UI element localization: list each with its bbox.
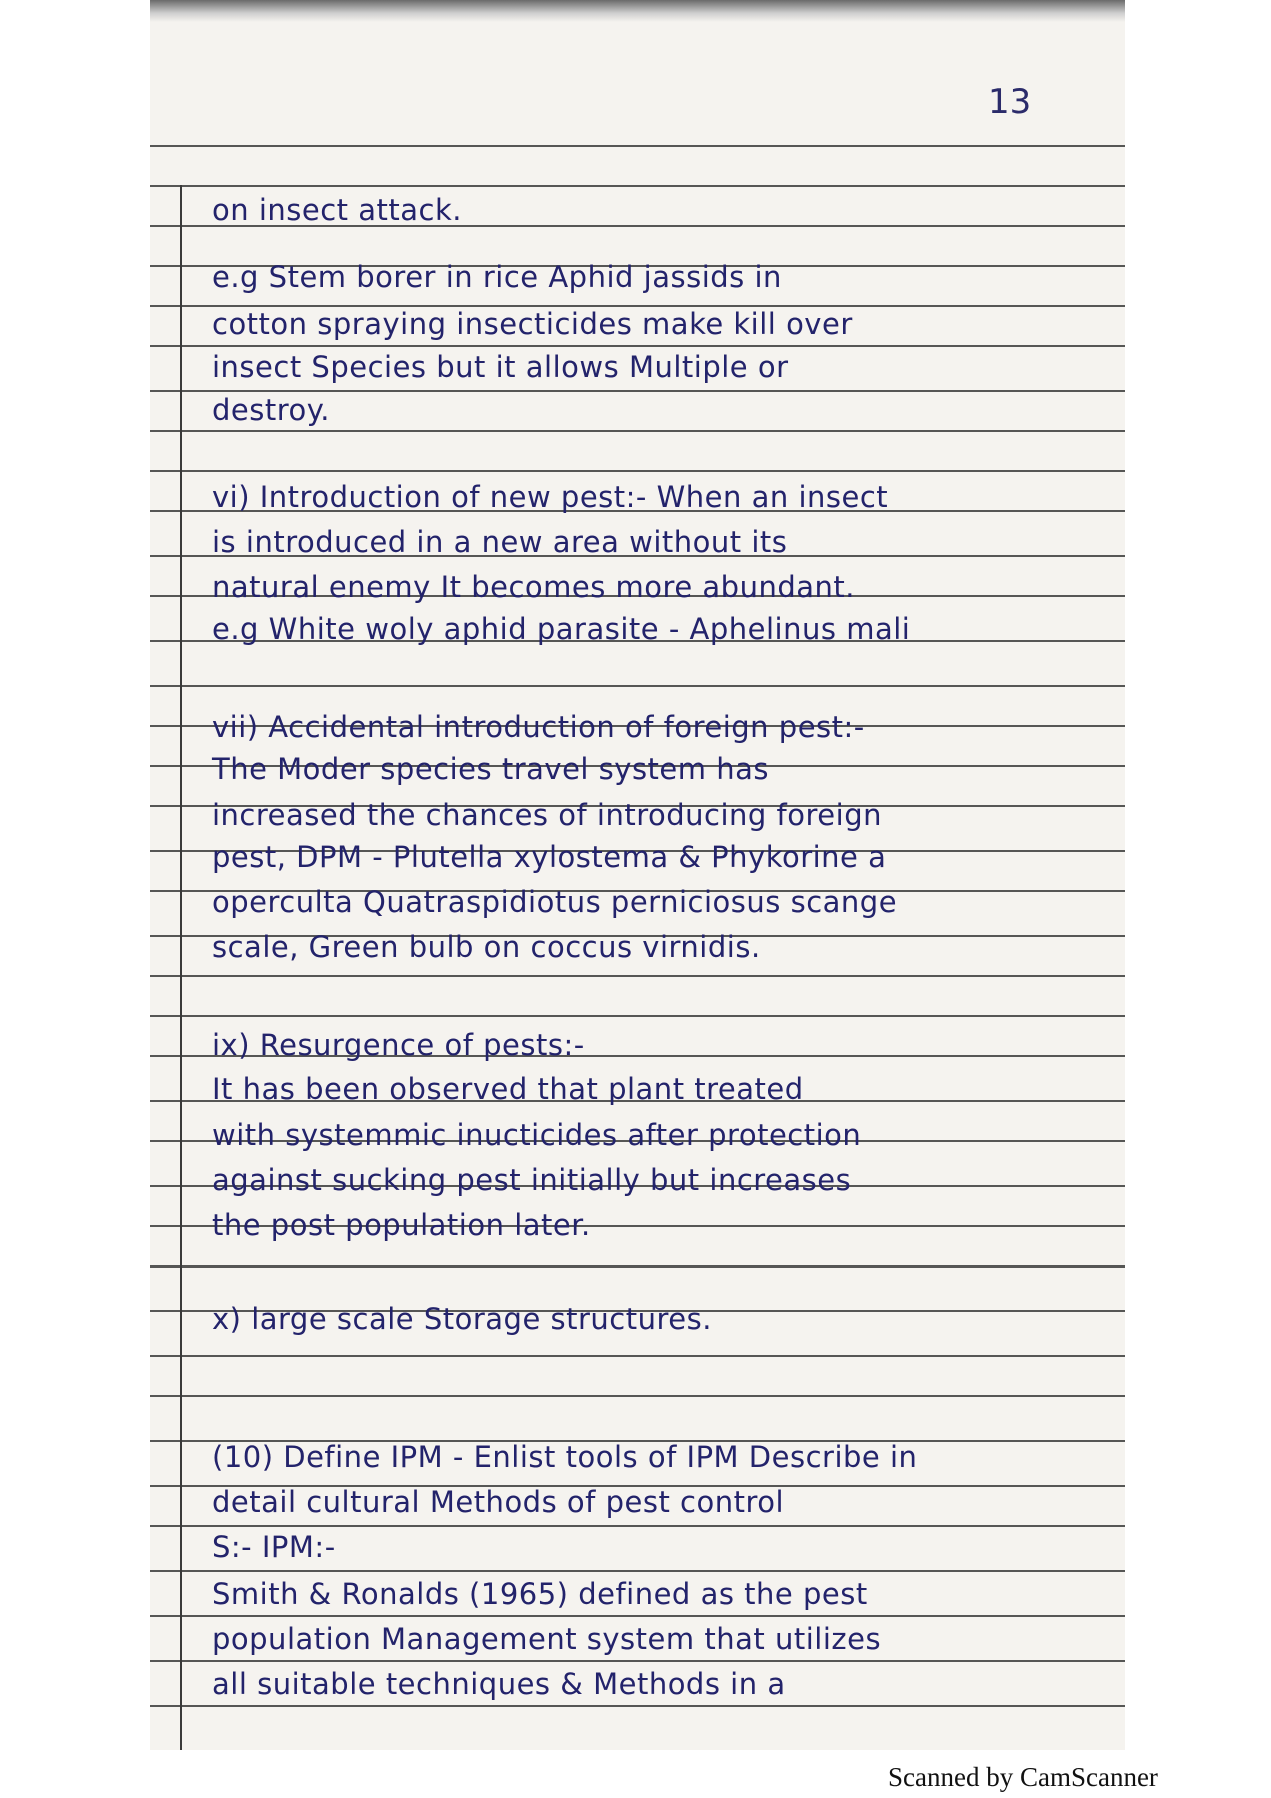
text-line: is introduced in a new area without its <box>212 525 788 559</box>
text-line: ix) Resurgence of pests:- <box>212 1028 585 1062</box>
text-line: on insect attack. <box>212 193 463 227</box>
text-line: with systemmic inucticides after protection <box>212 1118 862 1152</box>
text-line: The Moder species travel system has <box>212 752 770 786</box>
ruled-line <box>150 1705 1125 1707</box>
ruled-line <box>150 1660 1125 1662</box>
ruled-line <box>150 1015 1125 1017</box>
text-line: detail cultural Methods of pest control <box>212 1485 785 1519</box>
text-line: It has been observed that plant treated <box>212 1072 804 1106</box>
notebook-page <box>150 0 1125 1750</box>
ruled-line <box>150 185 1125 187</box>
text-line: the post population later. <box>212 1208 591 1242</box>
text-line: increased the chances of introducing foreign <box>212 798 882 832</box>
ruled-line <box>150 975 1125 977</box>
text-line: scale, Green bulb on coccus virnidis. <box>212 930 761 964</box>
text-line: destroy. <box>212 393 331 427</box>
text-line: against sucking pest initially but increases <box>212 1163 852 1197</box>
ruled-line <box>150 1395 1125 1397</box>
ruled-line <box>150 1525 1125 1527</box>
text-line: e.g Stem borer in rice Aphid jassids in <box>212 260 782 294</box>
ruled-line <box>150 430 1125 432</box>
page-number: 13 <box>988 82 1032 122</box>
text-line: vii) Accidental introduction of foreign pest:- <box>212 710 865 744</box>
scanner-watermark: Scanned by CamScanner <box>888 1762 1158 1792</box>
ruled-line <box>150 145 1125 147</box>
text-line: Smith & Ronalds (1965) defined as the pest <box>212 1577 868 1611</box>
text-line: x) large scale Storage structures. <box>212 1302 712 1336</box>
ruled-line <box>150 470 1125 472</box>
ruled-line <box>150 390 1125 392</box>
text-line: vi) Introduction of new pest:- When an insect <box>212 480 889 514</box>
margin-line <box>180 185 182 1750</box>
ruled-line <box>150 1615 1125 1617</box>
text-line: S:- IPM:- <box>212 1530 336 1564</box>
ruled-line <box>150 1570 1125 1572</box>
text-line: population Management system that utilizes <box>212 1622 882 1656</box>
ruled-line <box>150 685 1125 687</box>
text-line: all suitable techniques & Methods in a <box>212 1667 786 1701</box>
text-line: operculta Quatraspidiotus perniciosus scange <box>212 885 898 919</box>
text-line: cotton spraying insecticides make kill over <box>212 307 853 341</box>
text-line: insect Species but it allows Multiple or <box>212 350 789 384</box>
ruled-line <box>150 345 1125 347</box>
text-line: e.g White woly aphid parasite - Aphelinus mali <box>212 612 911 646</box>
text-line: (10) Define IPM - Enlist tools of IPM Describe in <box>212 1440 918 1474</box>
ruled-line <box>150 1355 1125 1357</box>
text-line: pest, DPM - Plutella xylostema & Phykorine a <box>212 840 887 874</box>
double-ruled-line <box>150 1265 1125 1268</box>
text-line: natural enemy It becomes more abundant. <box>212 570 855 604</box>
